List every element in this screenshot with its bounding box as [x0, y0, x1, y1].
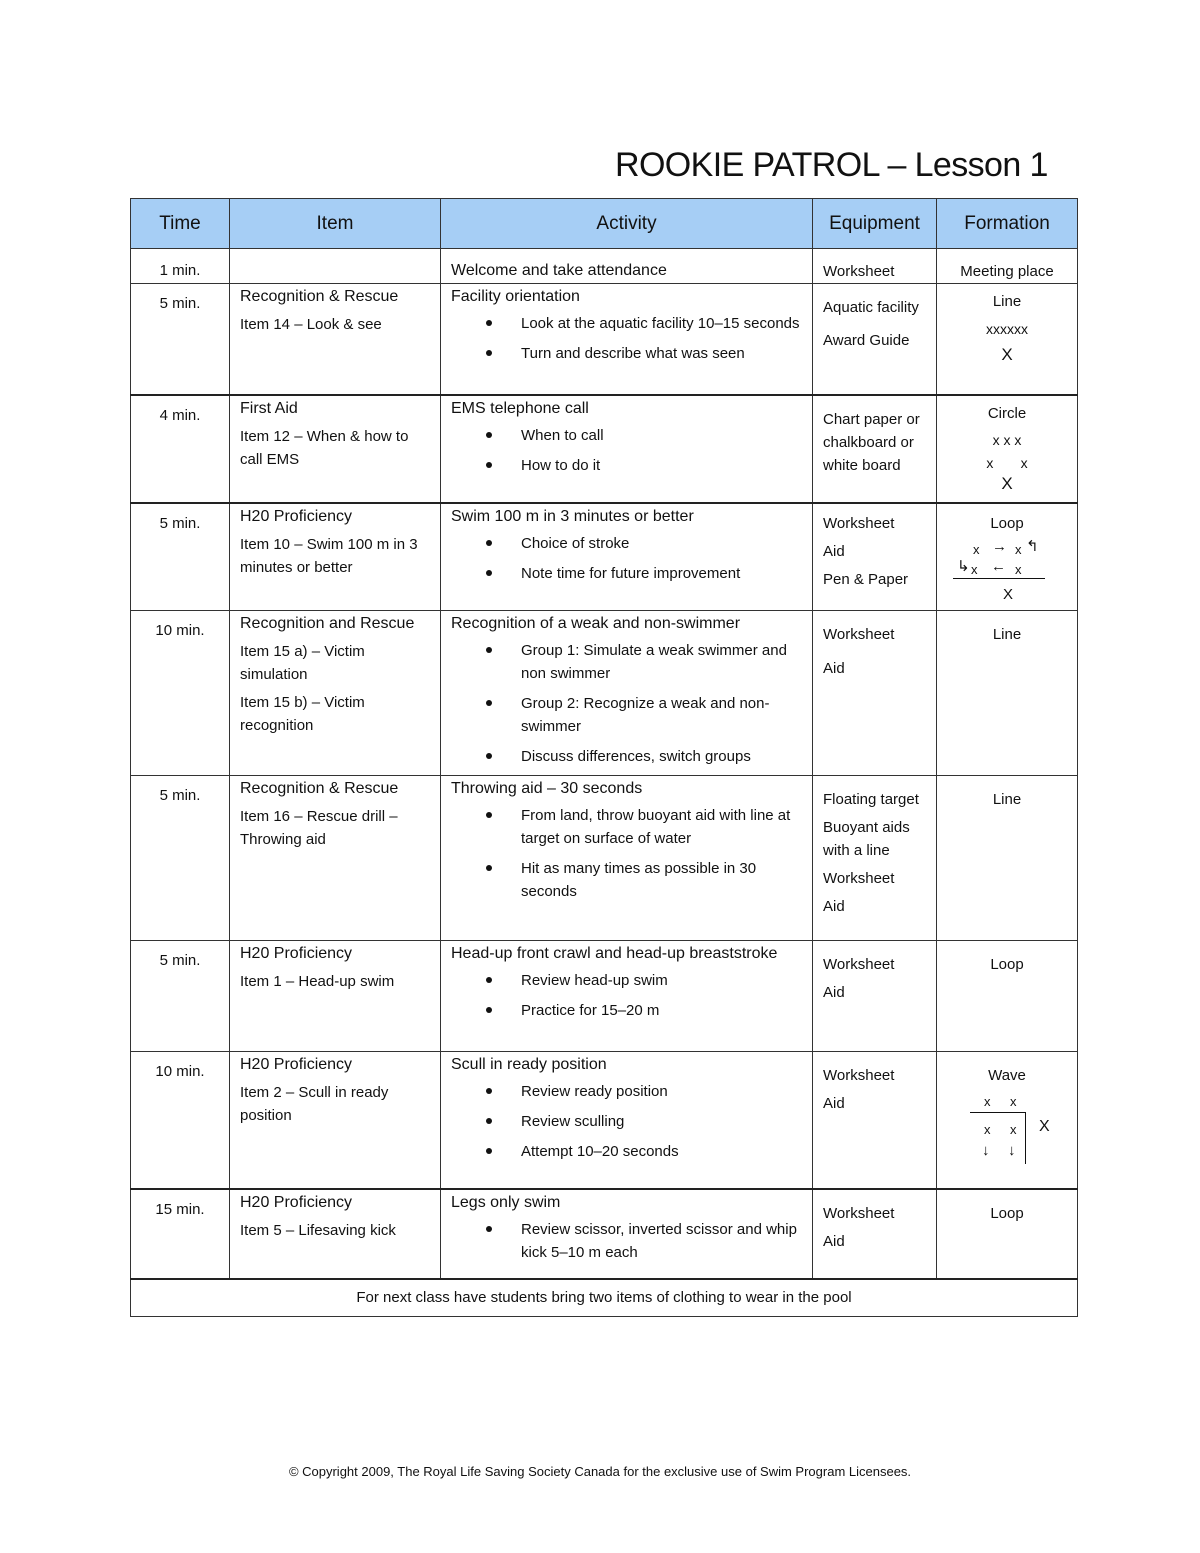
table-row [131, 249, 1078, 284]
item-cell [230, 1189, 441, 1279]
equipment-item: Aid [823, 660, 845, 677]
formation-cell [937, 503, 1078, 611]
formation-mark: x x [986, 454, 1028, 471]
table-row [131, 503, 1078, 611]
item-sub: Item 15 b) – Victim recognition [240, 694, 365, 734]
leader-x: X [1039, 1118, 1050, 1135]
table-row [131, 1189, 1078, 1279]
activity-bullets [451, 424, 806, 477]
bullet-item: Discuss differences, switch groups [451, 745, 806, 768]
item-title: H20 Proficiency [240, 1193, 353, 1211]
header-equipment: Equipment [813, 199, 937, 249]
formation-cell [937, 249, 1078, 284]
item-sub: Item 1 – Head-up swim [240, 973, 395, 990]
item-cell [230, 503, 441, 611]
time-cell [131, 611, 230, 776]
equipment-cell [813, 1189, 937, 1279]
loop-x: x [1015, 541, 1022, 557]
formation-cell [937, 941, 1078, 1052]
item-sub: Item 12 – When & how to call EMS [240, 427, 409, 468]
item-title: H20 Proficiency [240, 945, 353, 962]
time-cell [131, 776, 230, 941]
formation-mark: X [1001, 345, 1013, 364]
item-cell [230, 611, 441, 776]
activity-cell [441, 1189, 813, 1279]
bullet-item: Note time for future improvement [451, 562, 806, 585]
equipment-item: Aquatic facility [823, 299, 919, 316]
activity-cell [441, 249, 813, 284]
equipment-item: Worksheet [823, 1067, 895, 1084]
activity-title: Head-up front crawl and head-up breaststroke [451, 945, 778, 962]
equipment-item: Worksheet [823, 956, 895, 973]
table-row [131, 611, 1078, 776]
header-time: Time [131, 199, 230, 249]
item-sub: Item 2 – Scull in ready position [240, 1084, 389, 1124]
pool-wall-line [970, 1112, 1026, 1113]
item-sub: Item 10 – Swim 100 m in 3 minutes or better [240, 535, 418, 576]
pool-wall-line [1025, 1112, 1026, 1164]
activity-title: Recognition of a weak and non-swimmer [451, 615, 741, 632]
copyright-notice: © Copyright 2009, The Royal Life Saving Society Canada for the exclusive use of Swim Program Licensees. [288, 1464, 912, 1479]
formation-label: Line [992, 293, 1022, 310]
table-row [131, 776, 1078, 941]
time-text: 4 min. [159, 406, 201, 424]
item-sub: Item 14 – Look & see [240, 316, 382, 333]
bullet-item: Turn and describe what was seen [451, 342, 806, 365]
time-cell [131, 1052, 230, 1189]
equipment-item: Aid [823, 1095, 845, 1112]
activity-title: Facility orientation [451, 288, 580, 305]
bullet-item: Attempt 10–20 seconds [451, 1140, 806, 1163]
item-cell [230, 249, 441, 284]
formation-mark: x x x [992, 431, 1022, 448]
item-cell [230, 1052, 441, 1189]
equipment-item: Worksheet [823, 626, 895, 643]
formation-label: Loop [990, 1204, 1024, 1222]
bullet-item: Hit as many times as possible in 30 seconds [451, 857, 806, 903]
arrow-right-icon: → [992, 537, 1007, 555]
time-text: 15 min. [155, 1200, 205, 1218]
table-header-row [131, 199, 1078, 249]
table-row [131, 1052, 1078, 1189]
table-row [131, 395, 1078, 503]
header-formation: Formation [937, 199, 1078, 249]
activity-cell [441, 611, 813, 776]
footer-note-row [131, 1279, 1078, 1317]
time-text: 5 min. [159, 787, 201, 804]
time-text: 1 min. [159, 262, 201, 279]
arrow-turn-up-icon: ↳ [957, 557, 970, 575]
time-cell [131, 249, 230, 284]
formation-label: Loop [990, 514, 1024, 532]
equipment-item: Aid [823, 1232, 845, 1250]
item-cell [230, 776, 441, 941]
equipment-item: Chart paper or chalkboard or white board [823, 410, 920, 474]
item-cell [230, 284, 441, 395]
activity-cell [441, 1052, 813, 1189]
header-activity: Activity [441, 199, 813, 249]
time-text: 5 min. [159, 952, 201, 969]
item-title: Recognition & Rescue [240, 288, 399, 305]
item-sub: Item 16 – Rescue drill – Throwing aid [240, 808, 398, 848]
loop-x: x [1015, 561, 1022, 577]
activity-cell [441, 284, 813, 395]
arrow-turn-down-icon: ↰ [1026, 537, 1039, 555]
time-text: 5 min. [159, 514, 201, 532]
wave-diagram [937, 1087, 1077, 1177]
activity-title: Welcome and take attendance [451, 262, 667, 279]
loop-x: x [971, 561, 978, 577]
activity-bullets [451, 804, 806, 903]
bullet-item: Look at the aquatic facility 10–15 seconds [451, 312, 806, 335]
loop-x: x [973, 541, 980, 557]
activity-title: Scull in ready position [451, 1056, 607, 1073]
wave-x: x [1010, 1122, 1017, 1137]
formation-mark: xxxxxx [986, 321, 1028, 337]
formation-cell [937, 611, 1078, 776]
activity-bullets [451, 532, 806, 585]
item-title: H20 Proficiency [240, 507, 353, 525]
time-cell [131, 941, 230, 1052]
wave-x: x [984, 1094, 991, 1109]
equipment-item: Worksheet [823, 514, 895, 532]
activity-title: Swim 100 m in 3 minutes or better [451, 507, 694, 525]
formation-cell [937, 395, 1078, 503]
equipment-item: Worksheet [823, 1204, 895, 1222]
formation-label: Meeting place [960, 263, 1054, 280]
time-cell [131, 1189, 230, 1279]
wave-x: x [1010, 1094, 1017, 1109]
activity-bullets [451, 1218, 806, 1264]
formation-cell [937, 1189, 1078, 1279]
activity-bullets [451, 639, 806, 768]
equipment-item: Award Guide [823, 332, 910, 349]
page-title: ROOKIE PATROL – Lesson 1 [615, 146, 1048, 184]
formation-label: Loop [990, 956, 1024, 973]
equipment-cell [813, 284, 937, 395]
formation-cell [937, 776, 1078, 941]
item-title: Recognition and Rescue [240, 615, 415, 632]
equipment-cell [813, 503, 937, 611]
activity-cell [441, 503, 813, 611]
item-cell [230, 941, 441, 1052]
time-text: 10 min. [155, 622, 205, 639]
header-item: Item [230, 199, 441, 249]
pool-edge-line [953, 578, 1045, 579]
time-cell [131, 395, 230, 503]
bullet-item: Group 1: Simulate a weak swimmer and non swimmer [451, 639, 806, 685]
item-sub: Item 15 a) – Victim simulation [240, 643, 365, 683]
arrow-down-icon: ↓ [1008, 1142, 1016, 1159]
equipment-item: Aid [823, 542, 845, 560]
bullet-item: Group 2: Recognize a weak and non-swimmer [451, 692, 806, 738]
equipment-cell [813, 611, 937, 776]
equipment-item: Worksheet [823, 870, 895, 887]
formation-cell [937, 1052, 1078, 1189]
activity-bullets [451, 1080, 806, 1163]
equipment-item: Buoyant aids with a line [823, 819, 910, 859]
leader-x: X [1003, 585, 1014, 603]
formation-mark: X [1001, 473, 1013, 493]
equipment-cell [813, 249, 937, 284]
lesson-plan-table [130, 198, 1078, 1317]
activity-cell [441, 941, 813, 1052]
bullet-item: How to do it [451, 454, 806, 477]
equipment-cell [813, 941, 937, 1052]
footer-note: For next class have students bring two items of clothing to wear in the pool [131, 1279, 1078, 1317]
equipment-cell [813, 1052, 937, 1189]
equipment-item: Aid [823, 898, 845, 915]
activity-cell [441, 776, 813, 941]
equipment-item: Pen & Paper [823, 570, 909, 588]
equipment-item: Floating target [823, 791, 919, 808]
equipment-item: Worksheet [823, 263, 895, 280]
wave-x: x [984, 1122, 991, 1137]
time-text: 5 min. [159, 295, 201, 312]
activity-title: Throwing aid – 30 seconds [451, 780, 643, 797]
formation-label: Line [992, 626, 1022, 643]
item-sub: Item 5 – Lifesaving kick [240, 1221, 396, 1239]
time-cell [131, 284, 230, 395]
bullet-item: Review scissor, inverted scissor and whip kick 5–10 m each [451, 1218, 806, 1264]
loop-diagram [937, 535, 1077, 605]
equipment-cell [813, 776, 937, 941]
formation-label: Circle [987, 404, 1027, 422]
item-title: Recognition & Rescue [240, 780, 399, 797]
item-title: H20 Proficiency [240, 1056, 353, 1073]
time-cell [131, 503, 230, 611]
formation-cell [937, 284, 1078, 395]
equipment-cell [813, 395, 937, 503]
bullet-item: Practice for 15–20 m [451, 999, 806, 1022]
table-row [131, 284, 1078, 395]
bullet-item: Review ready position [451, 1080, 806, 1103]
formation-label: Wave [988, 1067, 1026, 1084]
activity-title: Legs only swim [451, 1193, 561, 1211]
arrow-left-icon: ← [991, 557, 1006, 575]
arrow-down-icon: ↓ [982, 1142, 990, 1159]
item-title: First Aid [240, 399, 298, 417]
bullet-item: Review sculling [451, 1110, 806, 1133]
activity-cell [441, 395, 813, 503]
bullet-item: Review head-up swim [451, 969, 806, 992]
time-text: 10 min. [155, 1063, 205, 1080]
bullet-item: From land, throw buoyant aid with line at target on surface of water [451, 804, 806, 850]
table-row [131, 941, 1078, 1052]
equipment-item: Aid [823, 984, 845, 1001]
bullet-item: When to call [451, 424, 806, 447]
activity-bullets [451, 969, 806, 1022]
activity-title: EMS telephone call [451, 399, 589, 417]
activity-bullets [451, 312, 806, 365]
item-cell [230, 395, 441, 503]
formation-label: Line [992, 791, 1022, 808]
bullet-item: Choice of stroke [451, 532, 806, 555]
